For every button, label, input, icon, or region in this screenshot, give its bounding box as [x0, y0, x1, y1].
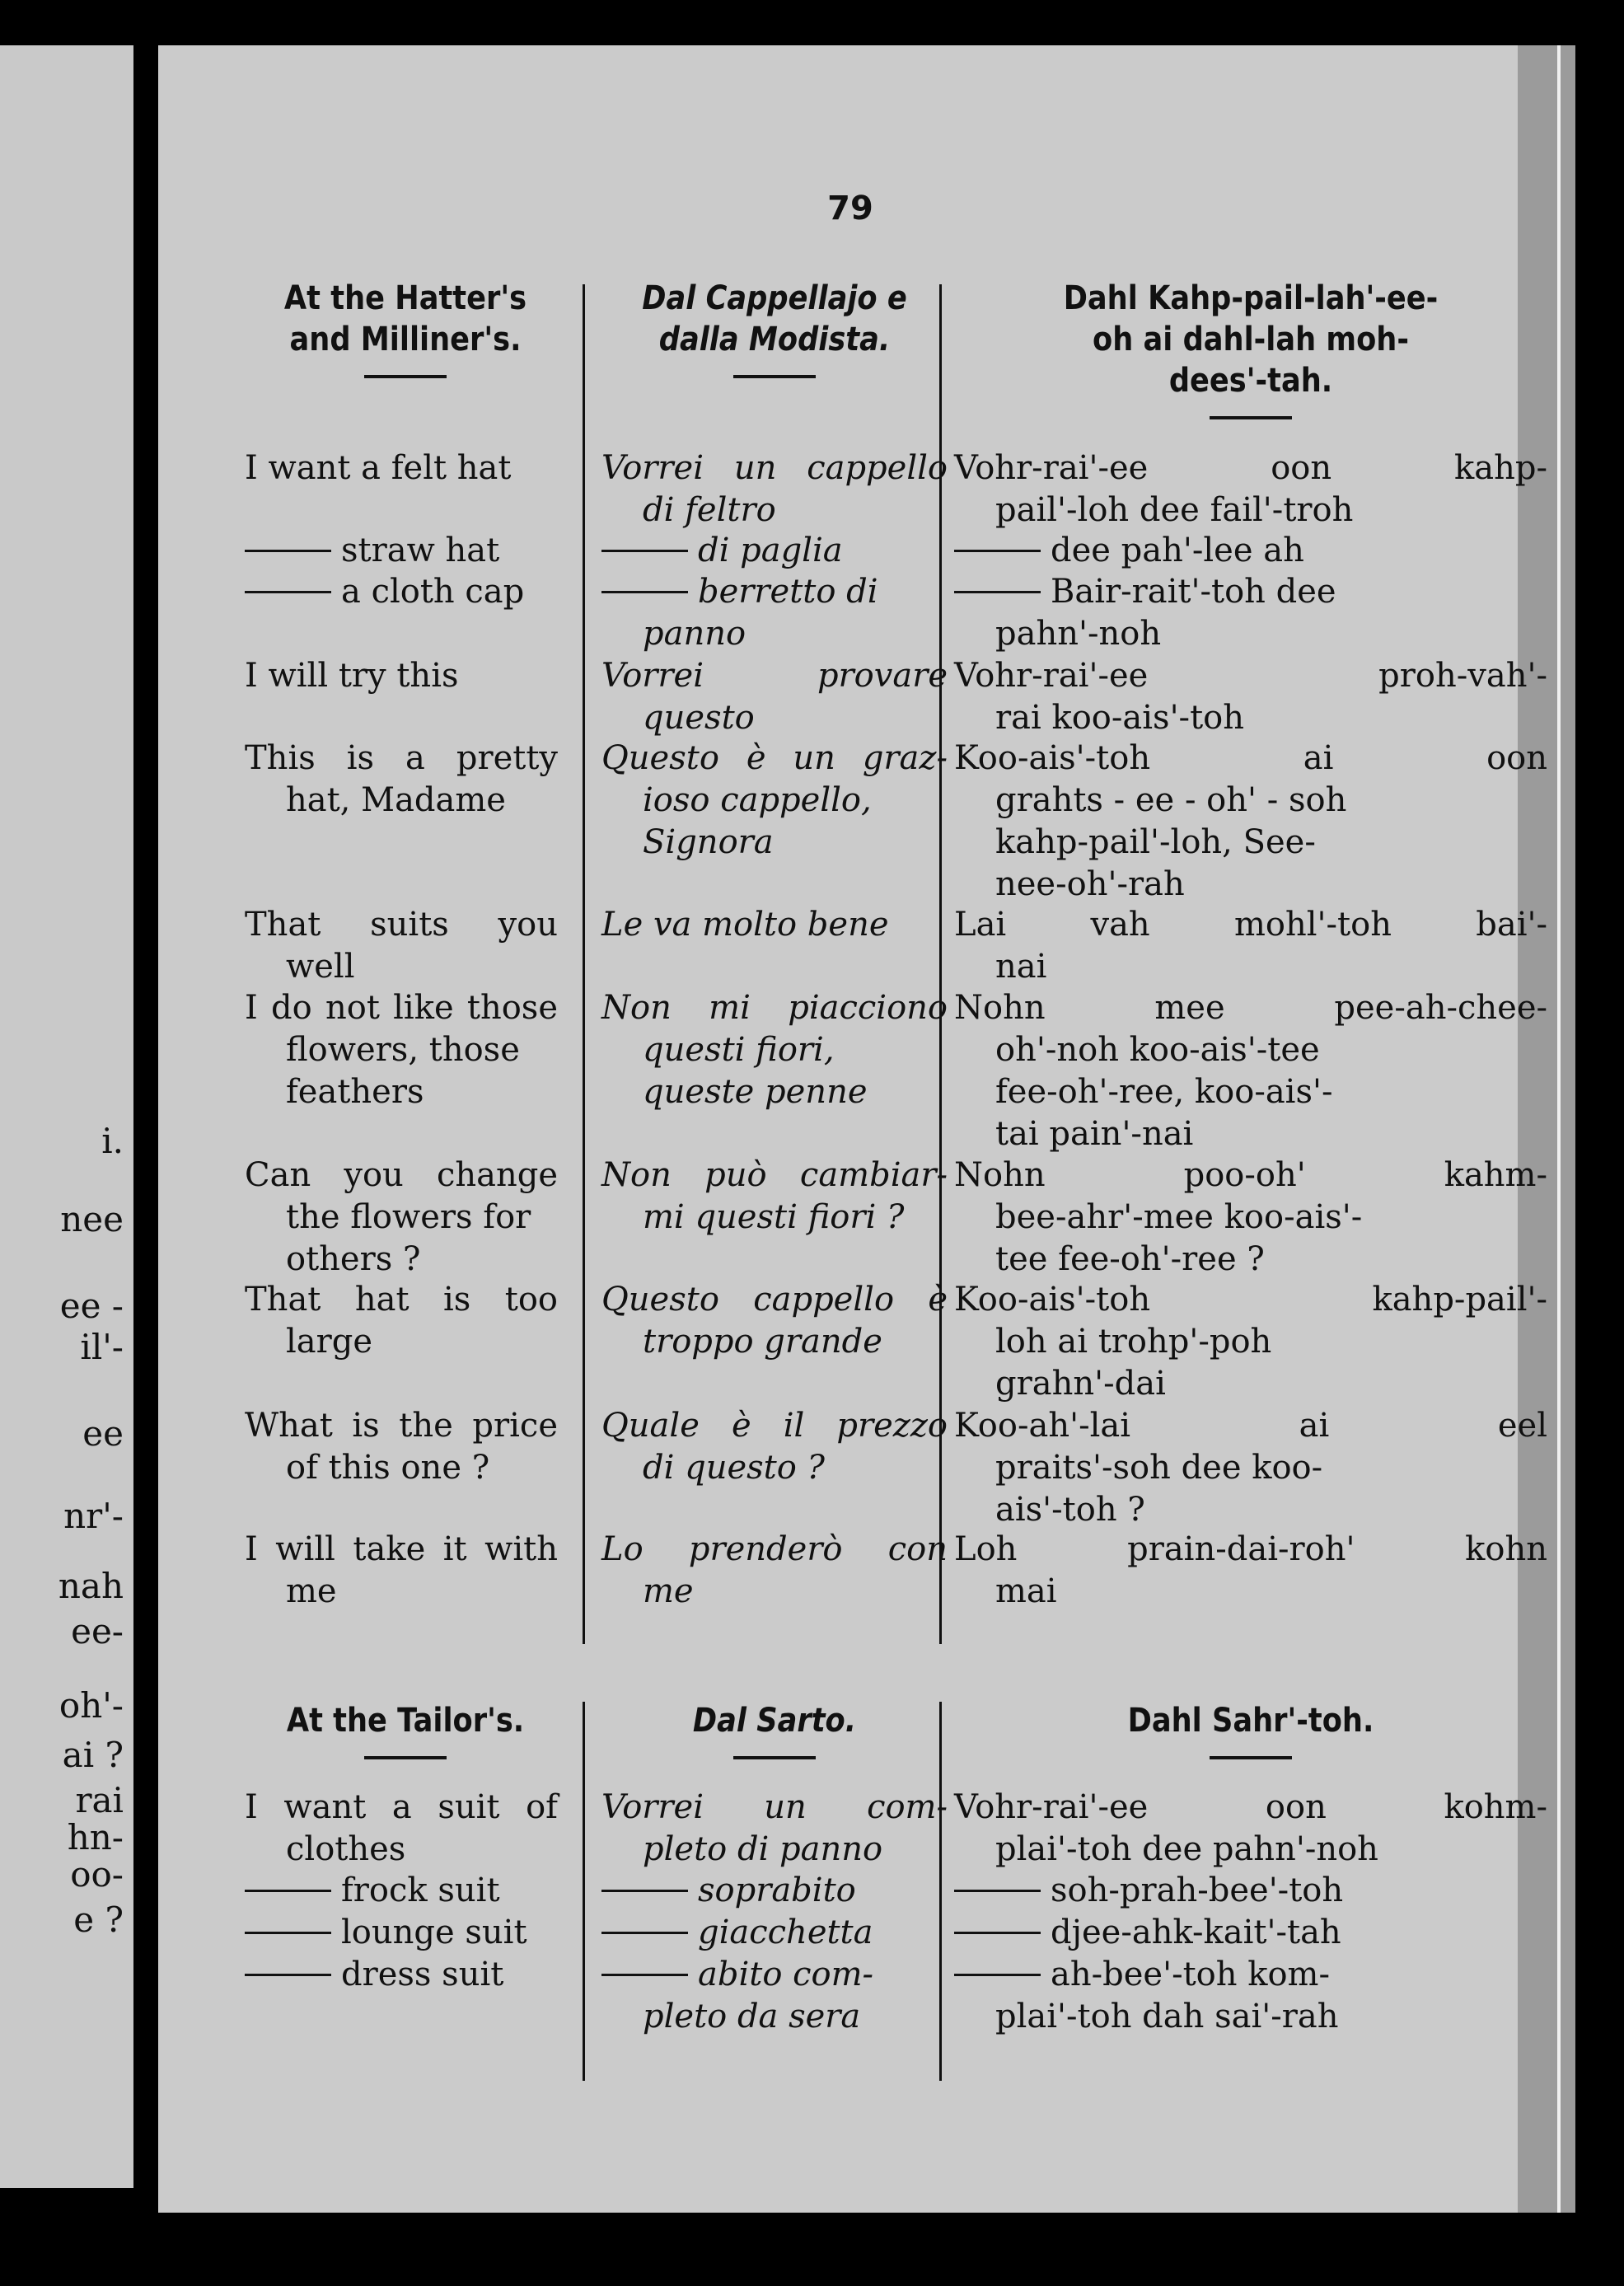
phrase-line: loh ai trohp'-poh — [995, 1323, 1272, 1361]
phrase-english — [245, 447, 558, 490]
phrase-line: mi questi fiori ? — [643, 1198, 905, 1236]
ditto-dash — [245, 591, 331, 593]
phrase-line — [954, 571, 1547, 613]
phrase-line: Vorrei un com- — [601, 1788, 948, 1826]
ditto-dash — [601, 550, 688, 552]
phrase-english — [245, 904, 558, 988]
phrase-phonetic — [954, 1870, 1547, 1912]
phrase-line: Nohn poo-oh' kahm- — [954, 1156, 1547, 1194]
previous-page-fragment: oo- — [70, 1854, 124, 1895]
phrase-line: Can you change — [245, 1156, 558, 1194]
phrase-english — [245, 571, 558, 613]
phrase-line: Le va molto bene — [601, 906, 889, 944]
phrase-line: feathers — [286, 1073, 424, 1111]
phrase-line — [954, 1870, 1547, 1912]
previous-page-fragment: ee - — [59, 1286, 124, 1326]
phrase-line: Nohn mee pee-ah-chee- — [954, 989, 1547, 1027]
phrase-line: Lo prenderò con — [601, 1530, 948, 1568]
phrase-line: queste penne — [643, 1073, 868, 1111]
phrase-line: nee-oh'-rah — [995, 865, 1185, 903]
heading-separator — [364, 375, 447, 378]
phrase-phonetic — [954, 530, 1547, 572]
phrase-line: Vohr-rai'-ee oon kahp- — [954, 449, 1547, 487]
heading-line: Dal Sarto. — [692, 1702, 857, 1740]
phrase-line: plai'-toh dah sai'-rah — [995, 1998, 1339, 2035]
phrase-line: Lai vah mohl'-toh bai'- — [954, 906, 1547, 944]
phrase-text: giacchetta — [698, 1914, 873, 1951]
column-divider — [583, 284, 585, 1644]
heading-line: and Milliner's. — [289, 321, 522, 358]
phrase-italian — [601, 987, 948, 1113]
previous-page-fragment: il'- — [80, 1327, 124, 1367]
ditto-dash — [954, 1932, 1041, 1934]
phrase-english — [245, 530, 558, 572]
phrase-italian — [601, 1405, 948, 1489]
ditto-dash — [601, 1890, 688, 1892]
phrase-italian — [601, 1912, 948, 1954]
phrase-line: clothes — [286, 1830, 406, 1868]
phrase-italian — [601, 447, 948, 532]
phrase-line: pleto da sera — [643, 1998, 861, 2035]
phrase-line — [601, 1870, 948, 1912]
phrase-phonetic — [954, 655, 1547, 739]
phrase-line: pahn'-noh — [995, 615, 1162, 653]
phrase-phonetic — [954, 904, 1547, 988]
phrase-line: tai pain'-nai — [995, 1115, 1194, 1153]
phrase-line: Questo cappello è — [601, 1281, 948, 1319]
heading-line: Dal Cappellajo e — [642, 279, 907, 317]
column-divider — [583, 1702, 585, 2081]
phrase-phonetic — [954, 571, 1547, 655]
phrase-line: ioso cappello, — [643, 781, 872, 819]
phrase-phonetic — [954, 1912, 1547, 1954]
phrase-line — [954, 1912, 1547, 1954]
phrase-line: pleto di panno — [643, 1830, 883, 1868]
phrase-line: Quale è il prezzo — [601, 1407, 948, 1445]
phrase-english — [245, 738, 558, 822]
phrase-line: bee-ahr'-mee koo-ais'- — [995, 1198, 1363, 1236]
previous-page-text-fragments — [0, 45, 136, 2188]
phrase-line: panno — [643, 615, 746, 653]
heading-line: At the Hatter's — [283, 279, 527, 317]
phrase-text: berretto di — [698, 573, 878, 611]
phrase-line: large — [286, 1323, 373, 1361]
phrase-line: mai — [995, 1572, 1057, 1610]
heading-separator — [1210, 416, 1292, 419]
phrase-line: questi fiori, — [643, 1031, 835, 1069]
phrase-text: Bair-rait'-toh dee — [1051, 573, 1336, 611]
phrase-line: of this one ? — [286, 1449, 490, 1487]
heading-separator — [733, 375, 816, 378]
phrase-italian — [601, 655, 948, 739]
phrase-line: I want a suit of — [245, 1788, 558, 1826]
section-heading-phonetic — [990, 278, 1512, 401]
phrase-line: plai'-toh dee pahn'-noh — [995, 1830, 1378, 1868]
phrase-phonetic — [954, 1155, 1547, 1281]
phrase-italian — [601, 1155, 948, 1239]
previous-page-fragment: oh'- — [59, 1685, 124, 1726]
phrase-line: Non mi piacciono — [601, 989, 948, 1027]
phrase-line: That suits you — [245, 906, 558, 944]
ditto-dash — [245, 1890, 331, 1892]
heading-separator — [364, 1756, 447, 1759]
previous-page-edge — [0, 45, 136, 2188]
ditto-dash — [245, 1974, 331, 1976]
ditto-dash — [954, 591, 1041, 593]
heading-separator — [1210, 1756, 1292, 1759]
phrase-phonetic — [954, 1405, 1547, 1531]
phrase-line: I do not like those — [245, 989, 558, 1027]
phrase-line — [954, 1954, 1547, 1996]
phrase-line: kahp-pail'-loh, See- — [995, 823, 1316, 861]
phrase-line: troppo grande — [643, 1323, 882, 1361]
phrase-text: ah-bee'-toh kom- — [1051, 1956, 1330, 1993]
phrase-italian — [601, 1529, 948, 1613]
phrase-line: Questo è un graz- — [601, 739, 948, 777]
previous-page-fragment: ai ? — [62, 1735, 124, 1775]
phrase-line: Koo-ais'-toh ai oon — [954, 739, 1547, 777]
phrase-line: praits'-soh dee koo- — [995, 1449, 1323, 1487]
phrase-line: questo — [643, 699, 755, 737]
phrase-line: I will try this — [245, 657, 459, 695]
phrase-italian — [601, 1787, 948, 1871]
phrase-italian — [601, 1870, 948, 1912]
phrase-phonetic — [954, 738, 1547, 906]
phrase-english — [245, 1954, 558, 1996]
phrase-line: nai — [995, 948, 1047, 986]
phrase-english — [245, 1912, 558, 1954]
previous-page-fragment: nr'- — [63, 1496, 124, 1536]
heading-line: dees'-tah. — [1168, 362, 1333, 400]
phrase-english — [245, 1405, 558, 1489]
phrase-line: the flowers for — [286, 1198, 531, 1236]
heading-line: Dahl Kahp-pail-lah'-ee- — [1063, 279, 1439, 317]
previous-page-fragment: ee — [82, 1413, 124, 1454]
phrase-english — [245, 1279, 558, 1363]
phrase-line: grahn'-dai — [995, 1365, 1166, 1403]
phrase-line: I will take it with — [245, 1530, 558, 1568]
phrase-line: I want a felt hat — [245, 449, 512, 487]
phrase-italian — [601, 1279, 948, 1363]
previous-page-fragment: e ? — [73, 1900, 124, 1940]
phrase-italian — [601, 1954, 948, 2038]
phrase-line: me — [286, 1572, 337, 1610]
phrase-phonetic — [954, 987, 1547, 1155]
phrase-line: Vorrei provare — [601, 657, 948, 695]
phrase-line: grahts - ee - oh' - soh — [995, 781, 1347, 819]
heading-separator — [733, 1756, 816, 1759]
phrase-italian — [601, 904, 948, 946]
phrase-text: straw hat — [341, 532, 500, 569]
book-gutter — [133, 45, 157, 2188]
phrase-line: Vohr-rai'-ee oon kohm- — [954, 1788, 1547, 1826]
phrase-line: me — [643, 1572, 694, 1610]
phrase-text: dress suit — [341, 1956, 504, 1993]
phrase-line: well — [286, 948, 355, 986]
heading-line: oh ai dahl-lah moh- — [1093, 321, 1409, 358]
phrase-line: ais'-toh ? — [995, 1491, 1145, 1529]
phrase-phonetic — [954, 1787, 1547, 1871]
phrase-phonetic — [954, 447, 1547, 532]
phrase-text: abito com- — [698, 1956, 874, 1993]
phrase-line: di questo ? — [643, 1449, 825, 1487]
phrase-text: frock suit — [341, 1871, 500, 1909]
phrase-english — [245, 655, 558, 697]
heading-line: At the Tailor's. — [286, 1702, 525, 1740]
phrase-line — [954, 530, 1547, 572]
heading-line: dalla Modista. — [658, 321, 891, 358]
phrase-text: soh-prah-bee'-toh — [1051, 1871, 1344, 1909]
phrase-line — [245, 571, 558, 613]
phrase-text: djee-ahk-kait'-tah — [1051, 1914, 1341, 1951]
phrase-text: lounge suit — [341, 1914, 527, 1951]
phrase-line: Non può cambiar- — [601, 1156, 948, 1194]
phrase-line: What is the price — [245, 1407, 558, 1445]
previous-page-fragment: ee- — [71, 1611, 124, 1651]
section-heading-italian — [622, 1700, 927, 1741]
phrase-line — [601, 530, 948, 572]
previous-page-fragment: hn- — [67, 1817, 124, 1857]
phrase-line: flowers, those — [286, 1031, 520, 1069]
phrase-english — [245, 1529, 558, 1613]
phrase-line: This is a pretty — [245, 739, 558, 777]
phrase-line: Vorrei un cappello — [601, 449, 948, 487]
previous-page-fragment: rai — [75, 1780, 124, 1820]
ditto-dash — [954, 1974, 1041, 1976]
heading-line: Dahl Sahr'-toh. — [1127, 1702, 1374, 1740]
phrase-english — [245, 987, 558, 1113]
phrase-phonetic — [954, 1529, 1547, 1613]
previous-page-fragment: nee — [60, 1199, 124, 1239]
phrase-line — [601, 571, 948, 613]
phrase-line — [245, 1954, 558, 1996]
section-heading-english — [264, 278, 546, 360]
phrase-phonetic — [954, 1954, 1547, 2038]
phrase-line: Koo-ah'-lai ai eel — [954, 1407, 1547, 1445]
phrase-line: That hat is too — [245, 1281, 558, 1319]
phrase-phonetic — [954, 1279, 1547, 1405]
previous-page-fragment: i. — [101, 1121, 124, 1161]
phrase-text: dee pah'-lee ah — [1051, 532, 1304, 569]
phrase-text: a cloth cap — [341, 573, 525, 611]
phrase-italian — [601, 571, 948, 655]
phrase-line: Loh prain-dai-roh' kohn — [954, 1530, 1547, 1568]
phrase-text: soprabito — [698, 1871, 856, 1909]
phrase-line: tee fee-oh'-ree ? — [995, 1240, 1265, 1278]
phrase-text: di paglia — [698, 532, 843, 569]
phrase-line — [601, 1912, 948, 1954]
phrase-line: others ? — [286, 1240, 421, 1278]
phrase-line: Signora — [643, 823, 774, 861]
ditto-dash — [601, 1974, 688, 1976]
phrase-line — [245, 1870, 558, 1912]
phrase-line — [245, 1912, 558, 1954]
phrase-line: Vohr-rai'-ee proh-vah'- — [954, 657, 1547, 695]
phrase-line: Koo-ais'-toh kahp-pail'- — [954, 1281, 1547, 1319]
book-page — [158, 45, 1575, 2213]
section-heading-english — [264, 1700, 546, 1741]
phrase-line — [601, 1954, 948, 1996]
phrase-line: pail'-loh dee fail'-troh — [995, 491, 1354, 529]
phrase-line: fee-oh'-ree, koo-ais'- — [995, 1073, 1333, 1111]
phrase-line — [245, 530, 558, 572]
ditto-dash — [245, 1932, 331, 1934]
phrase-english — [245, 1870, 558, 1912]
phrase-line: rai koo-ais'-toh — [995, 699, 1244, 737]
phrase-italian — [601, 738, 948, 864]
ditto-dash — [954, 550, 1041, 552]
previous-page-fragment: nah — [58, 1566, 124, 1606]
phrase-line: hat, Madame — [286, 781, 506, 819]
ditto-dash — [601, 591, 688, 593]
phrase-english — [245, 1155, 558, 1281]
ditto-dash — [601, 1932, 688, 1934]
phrase-english — [245, 1787, 558, 1871]
page-number: 79 — [827, 190, 873, 227]
ditto-dash — [954, 1890, 1041, 1892]
phrase-italian — [601, 530, 948, 572]
ditto-dash — [245, 550, 331, 552]
section-heading-phonetic — [990, 1700, 1512, 1741]
section-heading-italian — [622, 278, 927, 360]
phrase-line: oh'-noh koo-ais'-tee — [995, 1031, 1320, 1069]
phrase-line: di feltro — [643, 491, 776, 529]
